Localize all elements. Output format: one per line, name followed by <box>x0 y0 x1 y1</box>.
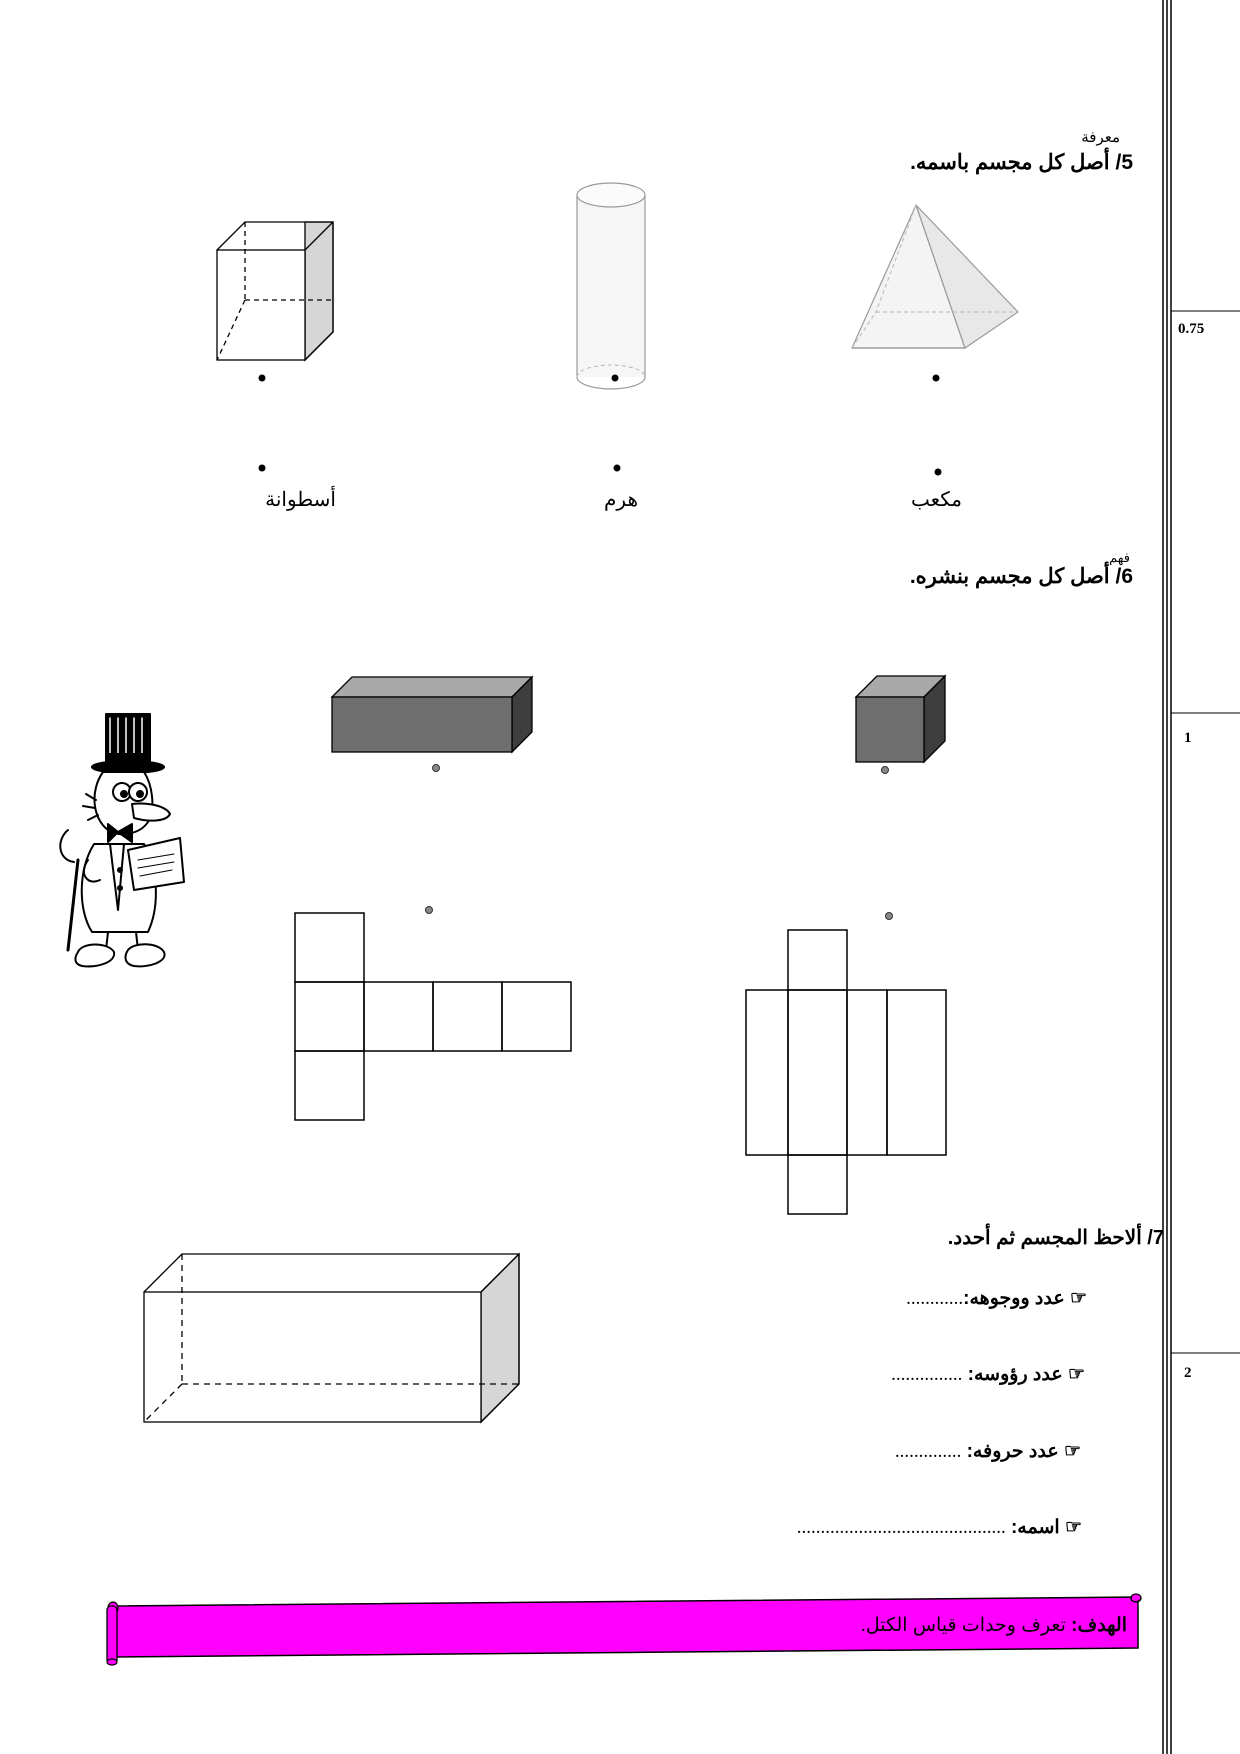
hand-pointer-icon: ☞ <box>1069 1288 1087 1309</box>
goal-label: الهدف: <box>1071 1615 1127 1636</box>
q7-item-faces: ☞ عدد ووجوهه:............ <box>906 1288 1087 1309</box>
hand-pointer-icon: ☞ <box>1067 1364 1085 1385</box>
vertices-blank: ............... <box>891 1364 963 1385</box>
q7-title: 7/ ألاحظ المجسم ثم أحدد. <box>947 1227 1164 1249</box>
score-q6: 1 <box>1184 730 1192 746</box>
q5-level: معرفة <box>1081 130 1120 146</box>
hand-pointer-icon: ☞ <box>1063 1441 1081 1462</box>
q7-item-edges: ☞ عدد حروفه: .............. <box>894 1441 1081 1462</box>
name-pyramid: هرم <box>604 489 638 511</box>
q6-title: 6/ أصل كل مجسم بنشره. <box>909 565 1133 588</box>
edges-blank: .............. <box>894 1441 962 1462</box>
score-q7: 2 <box>1184 1365 1192 1381</box>
score-q5: 0.75 <box>1178 321 1205 337</box>
q7-item-name: ☞ اسمه: ............................................ <box>796 1517 1082 1538</box>
name-cube: مكعب <box>910 489 962 511</box>
name-blank: ............................................ <box>796 1517 1006 1538</box>
q6-level: فهم <box>1109 550 1130 565</box>
faces-blank: ............ <box>906 1288 964 1309</box>
q5-title: 5/ أصل كل مجسم باسمه. <box>910 151 1133 174</box>
hand-pointer-icon: ☞ <box>1064 1517 1082 1538</box>
goal-text <box>861 1614 1127 1637</box>
q7-item-vertices: ☞ عدد رؤوسه: ............... <box>891 1364 1085 1385</box>
goal-description: تعرف وحدات قياس الكتل. <box>860 1615 1066 1636</box>
name-cylinder: أسطوانة <box>265 489 336 511</box>
